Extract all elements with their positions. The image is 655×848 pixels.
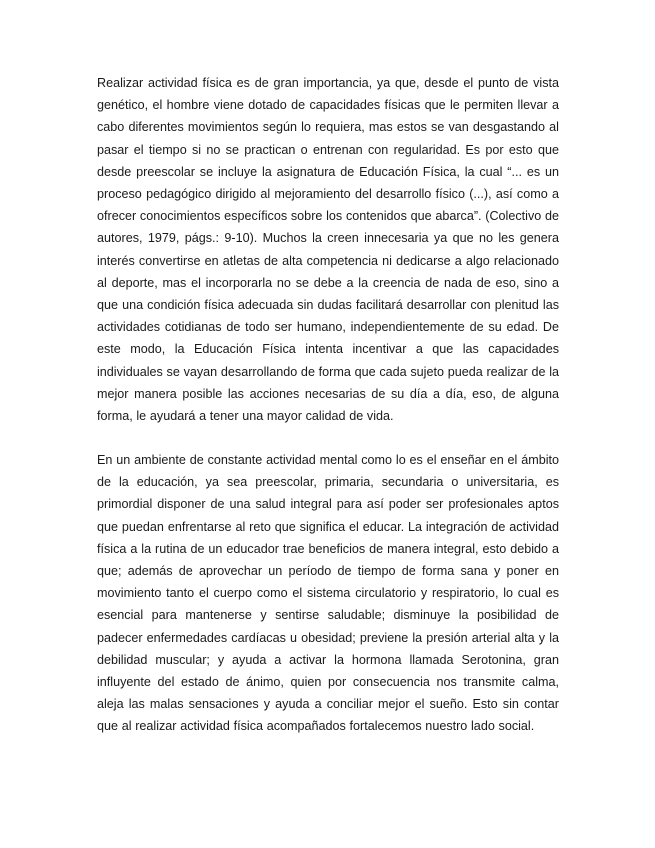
paragraph-physical-activity-importance: Realizar actividad física es de gran importancia, ya que, desde el punto de vista genético, el hombre viene dotado de capacidades físicas que le permiten llevar a cabo diferentes movimientos según lo requiera, mas estos se van desgastando al pasar el tiempo si no se practican o entrenan con regularidad. Es por esto que desde preescolar se incluye la asignatura de Educación Física, la cual “... es un proceso pedagógico dirigido al mejoramiento del desarrollo físico (...), así como a ofrecer conocimientos específicos sobre los contenidos que abarca”. (Colectivo de autores, 1979, págs.: 9-10). Muchos la creen innecesaria ya que no les genera interés convertirse en atletas de alta competencia ni dedicarse a algo relacionado al deporte, mas el incorporarla no se debe a la creencia de nada de eso, sino a que una condición física adecuada sin dudas facilitará desarrollar con plenitud las actividades cotidianas de todo ser humano, independientemente de su edad. De este modo, la Educación Física intenta incentivar a que las capacidades individuales se vayan desarrollando de forma que cada sujeto pueda realizar de la mejor manera posible las acciones necesarias de su día a día, eso, de alguna forma, le ayudará a tener una mayor calidad de vida.: [97, 76, 559, 424]
paragraph-educator-health: En un ambiente de constante actividad mental como lo es el enseñar en el ámbito de la educación, ya sea preescolar, primaria, secundaria o universitaria, es primordial disponer de una salud integral para así poder ser profesionales aptos que puedan enfrentarse al reto que significa el educar. La integración de actividad física a la rutina de un educador trae beneficios de manera integral, esto debido a que; además de aprovechar un período de tiempo de forma sana y poner en movimiento tanto el cuerpo como el sistema circulatorio y respiratorio, lo cual es esencial para mantenerse y sentirse saludable; disminuye la posibilidad de padecer enfermedades cardíacas u obesidad; previene la presión arterial alta y la debilidad muscular; y ayuda a activar la hormona llamada Serotonina, gran influyente del estado de ánimo, quien por consecuencia nos transmite calma, aleja las malas sensaciones y ayuda a conciliar mejor el sueño. Esto sin contar que al realizar actividad física acompañados fortalecemos nuestro lado social.: [97, 453, 559, 734]
